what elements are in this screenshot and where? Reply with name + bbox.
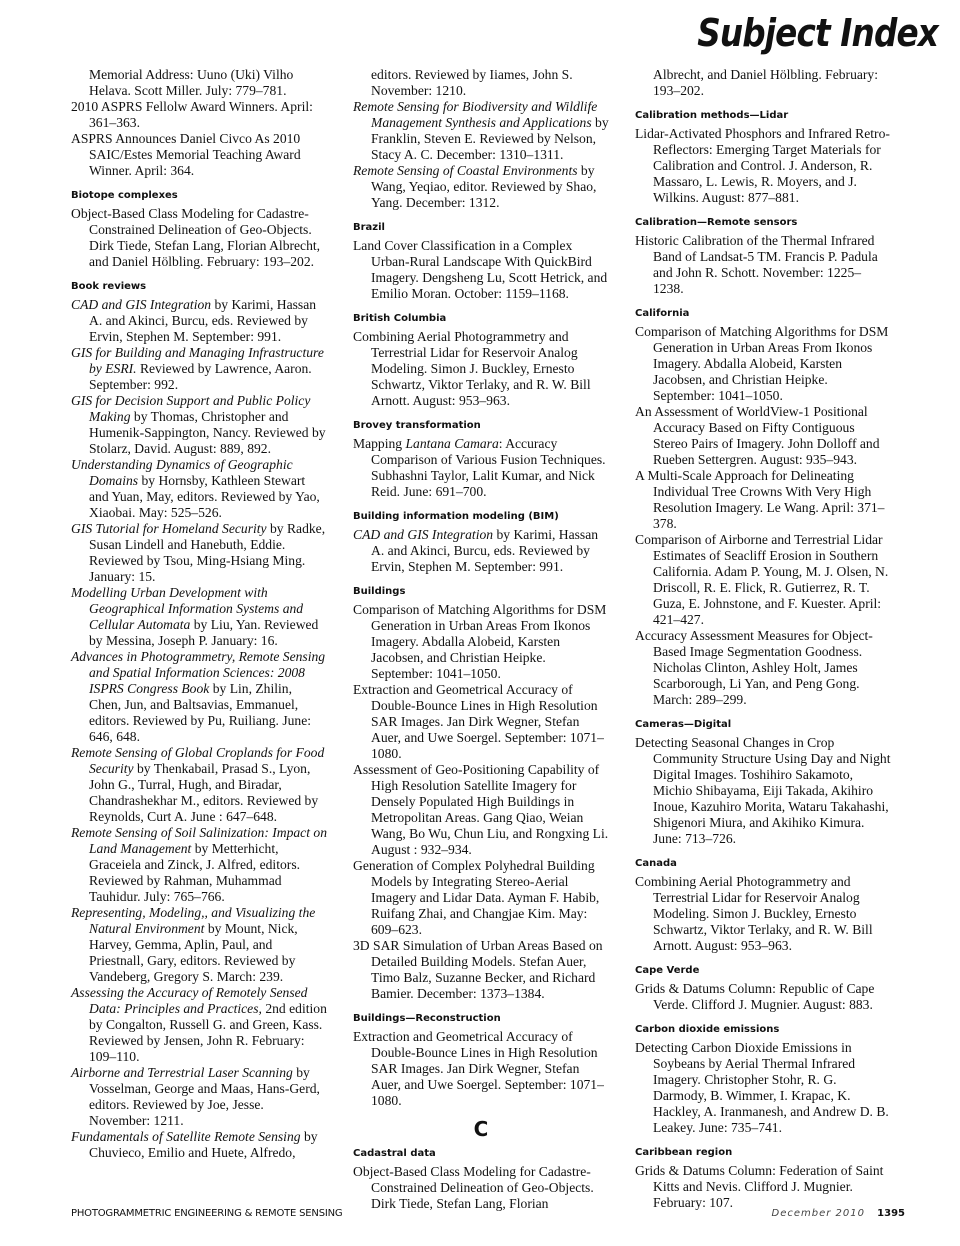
- entry-title: Remote Sensing of Soil Salinization: Impact on Land Management: [71, 825, 327, 856]
- entry-text: Grids & Datums Column: Federation of Saint Kitts and Nevis. Clifford J. Mugnier. February: 107.: [635, 1163, 884, 1210]
- entry-text: by Karimi, Hassan A. and Akinci, Burcu, eds. Reviewed by Ervin, Stephen M. September: 991.: [89, 297, 317, 344]
- entry-text: Generation of Complex Polyhedral Building Models by Integrating Stereo-Aerial Imagery and Lidar Data. Ayman F. Habib, Ruifang Zhai, and Changjae Kim. May: 609–623.: [353, 858, 600, 937]
- section-letter: C: [473, 1117, 489, 1141]
- entry-title: CAD and GIS Integration: [71, 297, 212, 312]
- index-entry: [353, 99, 609, 163]
- index-entry: [71, 745, 327, 825]
- index-entry: [635, 532, 891, 628]
- entry-text: An Assessment of WorldView-1 Positional Accuracy Based on Fifty Contiguous Stereo Pairs of Imagery. John Dolloff and Rueben Settergren. August: 935–943.: [635, 404, 880, 467]
- index-entry-continued: [635, 67, 891, 99]
- entry-prefix: Mapping: [353, 436, 406, 451]
- index-entry: [71, 393, 327, 457]
- index-entry: [353, 238, 609, 302]
- index-entry: [353, 858, 609, 938]
- index-entry: [71, 206, 327, 270]
- entry-text: by Karimi, Hassan A. and Akinci, Burcu, eds. Reviewed by Ervin, Stephen M. September: 991.: [371, 527, 599, 574]
- index-heading: Canada: [635, 858, 677, 869]
- index-heading: Biotope complexes: [71, 190, 178, 201]
- index-heading: British Columbia: [353, 313, 447, 324]
- index-entry: [635, 981, 891, 1013]
- index-heading: Cameras—Digital: [635, 719, 732, 730]
- entry-text: Combining Aerial Photogrammetry and Terrestrial Lidar for Reservoir Analog Modeling. Simon J. Buckley, Ernesto Schwartz, Viktor Terlaky, and R. W. Bill Arnott. August: 953–963.: [353, 329, 591, 408]
- index-entry: [353, 1029, 609, 1109]
- entry-text: by Chuvieco, Emilio and Huete, Alfredo,: [89, 1129, 318, 1160]
- entry-text: Reviewed by Lawrence, Aaron. September: 992.: [89, 361, 312, 392]
- entry-text: by Lin, Zhilin, Chen, Jun, and Baltsavias, Emmanuel, editors. Reviewed by Pu, Ruiliang. June: 646, 648.: [89, 681, 312, 744]
- entry-text: Accuracy Assessment Measures for Object-Based Image Segmentation Goodness. Nicholas Clinton, Ashley Holt, James Scarborough, Li Yan, and Peng Gong. March: 289–299.: [635, 628, 873, 707]
- entry-text: Comparison of Matching Algorithms for DSM Generation in Urban Areas From Ikonos Imagery. Abdalla Alobeid, Karsten Jacobsen, and Christian Heipke. September: 1041–1050.: [635, 324, 889, 403]
- entry-text: Comparison of Airborne and Terrestrial Lidar Estimates of Seacliff Erosion in Southern California. Adam P. Young, M. J. Olsen, N. Driscoll, R. E. Flick, R. Gutierrez, R. T. Guza, E. Johnstone, and F. Kuester. April: 421–427.: [635, 532, 889, 627]
- entry-title: Representing, Modeling,, and Visualizing the Natural Environment: [71, 905, 316, 936]
- entry-text: by Thenkabail, Prasad S., Lyon, John G., Turral, Hugh, and Biradar, Chandrashekhar M., editors. Reviewed by Reynolds, Curt A. June : 647–648.: [89, 761, 319, 824]
- index-entry: [353, 938, 609, 1002]
- entry-text: A Multi-Scale Approach for Delineating Individual Tree Crowns With Very High Resolution Imagery. Le Wang. April: 371–378.: [635, 468, 885, 531]
- index-entry: [71, 99, 327, 131]
- entry-text: by Thomas, Christopher and Humenik-Sappington, Nancy. Reviewed by Stolarz, David. August: 889, 892.: [89, 409, 326, 456]
- index-entry: [635, 324, 891, 404]
- index-entry: [353, 527, 609, 575]
- entry-text: 2010 ASPRS Fellolw Award Winners. April: 361–363.: [71, 99, 313, 130]
- entry-text: by Wang, Yeqiao, editor. Reviewed by Shao, Yang. December: 1312.: [371, 163, 597, 210]
- index-entry: [71, 1129, 327, 1161]
- entry-text: by Hornsby, Kathleen Stewart and Yuan, May, editors. Reviewed by Yao, Xiaobai. May: 525–526.: [89, 473, 320, 520]
- index-entry-continued: [353, 67, 609, 99]
- entry-title: Lantana Camara: [405, 436, 499, 451]
- entry-title: Modelling Urban Development with Geographical Information Systems and Cellular Automata: [71, 585, 304, 632]
- index-heading: Calibration methods—Lidar: [635, 110, 789, 121]
- page-title: Subject Index: [697, 11, 938, 55]
- index-entry: [353, 163, 609, 211]
- index-entry: [635, 628, 891, 708]
- index-entry: [71, 457, 327, 521]
- entry-text: by Franklin, Steven E. Reviewed by Nelson, Stacy A. C. December: 1310–1311.: [371, 115, 609, 162]
- entry-text: by Vosselman, George and Maas, Hans-Gerd, editors. Reviewed by Joe, Jesse. November: 1211.: [89, 1065, 320, 1128]
- page-number: 1395: [877, 1208, 905, 1219]
- entry-text: Extraction and Geometrical Accuracy of Double-Bounce Lines in High Resolution SAR Images. Jan Dirk Wegner, Stefan Auer, and Uwe Soergel. September: 1071–1080.: [353, 682, 604, 761]
- index-entry: [71, 585, 327, 649]
- index-entry: [71, 1065, 327, 1129]
- index-entry: [71, 825, 327, 905]
- index-column-1: [71, 67, 327, 1161]
- entry-title: Remote Sensing of Coastal Environments: [353, 163, 578, 178]
- entry-text: Object-Based Class Modeling for Cadastre-Constrained Delineation of Geo-Objects. Dirk Tiede, Stefan Lang, Florian Albrecht, and Daniel Hölbling. February: 193–202.: [71, 206, 321, 269]
- entry-text: by Metterhicht, Graceiela and Zinck, J. Alfred, editors. Reviewed by Rahman, Muhammad Tauhidur. July: 765–766.: [89, 841, 301, 904]
- entry-title: CAD and GIS Integration: [353, 527, 494, 542]
- index-entry: [353, 682, 609, 762]
- entry-title: Airborne and Terrestrial Laser Scanning: [71, 1065, 293, 1080]
- index-entry: [71, 297, 327, 345]
- index-entry: [71, 521, 327, 585]
- index-heading: Book reviews: [71, 281, 147, 292]
- index-entry: [635, 735, 891, 847]
- index-entry: [71, 131, 327, 179]
- issue-date: December 2010: [771, 1208, 865, 1219]
- entry-title: Assessing the Accuracy of Remotely Sensed Data: Principles and Practices,: [71, 985, 308, 1016]
- entry-title: GIS Tutorial for Homeland Security: [71, 521, 267, 536]
- index-column-2: [353, 67, 609, 1212]
- entry-text: Grids & Datums Column: Republic of Cape Verde. Clifford J. Mugnier. August: 883.: [635, 981, 875, 1012]
- index-heading: Cadastral data: [353, 1148, 436, 1159]
- index-entry: [71, 649, 327, 745]
- entry-text: Combining Aerial Photogrammetry and Terrestrial Lidar for Reservoir Analog Modeling. Simon J. Buckley, Ernesto Schwartz, Viktor Terlaky, and R. W. Bill Arnott. August: 953–963.: [635, 874, 873, 953]
- index-heading: Caribbean region: [635, 1147, 733, 1158]
- index-heading: Calibration—Remote sensors: [635, 217, 798, 228]
- index-entry-continued: [71, 67, 327, 99]
- entry-text: Extraction and Geometrical Accuracy of Double-Bounce Lines in High Resolution SAR Images. Jan Dirk Wegner, Stefan Auer, and Uwe Soergel. September: 1071–1080.: [353, 1029, 604, 1108]
- index-entry: [635, 468, 891, 532]
- index-heading: Cape Verde: [635, 965, 700, 976]
- entry-title: GIS for Decision Support and Public Policy Making: [71, 393, 311, 424]
- index-entry: [635, 126, 891, 206]
- entry-text: Historic Calibration of the Thermal Infrared Band of Landsat-5 TM. Francis P. Padula and John R. Schott. November: 1225–1238.: [635, 233, 878, 296]
- index-entry: [353, 762, 609, 858]
- index-entry: [353, 602, 609, 682]
- index-column-3: [635, 67, 891, 1211]
- entry-title: GIS for Building and Managing Infrastructure by ESRI.: [71, 345, 324, 376]
- page-footer: [71, 1207, 905, 1219]
- entry-title: Understanding Dynamics of Geographic Domains: [71, 457, 293, 488]
- index-heading: Building information modeling (BIM): [353, 511, 559, 522]
- entry-text: Assessment of Geo-Positioning Capability of High Resolution Satellite Imagery for Densely Populated High Buildings in Metropolitan Areas. Gang Qiao, Weian Wang, Bo Wu, Chun Liu, and Rongxing Li. August : 932–934.: [353, 762, 609, 857]
- entry-text: Memorial Address: Uuno (Uki) Vilho Helava. Scott Miller. July: 779–781.: [89, 67, 294, 98]
- entry-text: Land Cover Classification in a Complex Urban-Rural Landscape With QuickBird Imagery. Dengsheng Lu, Scott Hetrick, and Emilio Moran. October: 1159–1168.: [353, 238, 608, 301]
- entry-text: editors. Reviewed by Iiames, John S. November: 1210.: [371, 67, 573, 98]
- entry-title: Fundamentals of Satellite Remote Sensing: [71, 1129, 301, 1144]
- entry-text: 3D SAR Simulation of Urban Areas Based on Detailed Building Models. Stefan Auer, Timo Balz, Suzanne Becker, and Richard Bamier. December: 1373–1384.: [353, 938, 603, 1001]
- entry-text: Comparison of Matching Algorithms for DSM Generation in Urban Areas From Ikonos Imagery. Abdalla Alobeid, Karsten Jacobsen, and Christian Heipke. September: 1041–1050.: [353, 602, 607, 681]
- index-heading: Carbon dioxide emissions: [635, 1024, 780, 1035]
- entry-text: : Accuracy Comparison of Various Fusion Techniques. Subhashni Taylor, Lalit Kumar, and Nick Reid. June: 691–700.: [371, 436, 606, 499]
- index-heading: Brovey transformation: [353, 420, 481, 431]
- entry-text: Detecting Carbon Dioxide Emissions in Soybeans by Aerial Thermal Infrared Imagery. Christopher Stohr, R. G. Darmody, B. Wimmer, I. Krapac, K. Hackley, A. Iranmanesh, and Andrew D. B. Leakey. June: 735–741.: [635, 1040, 889, 1135]
- index-entry: [635, 233, 891, 297]
- index-entry: [635, 874, 891, 954]
- index-heading: Buildings—Reconstruction: [353, 1013, 501, 1024]
- entry-text: ASPRS Announces Daniel Civco As 2010 SAIC/Estes Memorial Teaching Award Winner. April: 364.: [71, 131, 301, 178]
- index-entry: [635, 1040, 891, 1136]
- index-entry: [71, 345, 327, 393]
- entry-text: Detecting Seasonal Changes in Crop Community Structure Using Day and Night Digital Images. Toshihiro Sakamoto, Michio Shibayama, Eiji Takada, Akihiro Inoue, Kazuhiro Morita, Wataru Takahashi, Shigenori Miura, and Akihiko Kimura. June: 713–726.: [635, 735, 891, 846]
- entry-text: by Radke, Susan Lindell and Hanebuth, Eddie. Reviewed by Tsou, Ming-Hsiang Ming. January: 15.: [89, 521, 326, 584]
- index-heading: Brazil: [353, 222, 385, 233]
- entry-text: by Mount, Nick, Harvey, Gemma, Aplin, Paul, and Priestnall, Gary, editors. Reviewed by Vandeberg, Gregory S. March: 239.: [89, 921, 298, 984]
- entry-text: 2nd edition by Congalton, Russell G. and Green, Kass. Reviewed by Jensen, John R. February: 109–110.: [89, 1001, 327, 1064]
- entry-title: Advances in Photogrammetry, Remote Sensing and Spatial Information Sciences: 2008 ISPRS Congress Book: [71, 649, 326, 696]
- journal-name: PHOTOGRAMMETRIC ENGINEERING & REMOTE SENSING: [71, 1208, 343, 1219]
- entry-text: Albrecht, and Daniel Hölbling. February: 193–202.: [653, 67, 878, 98]
- index-heading: California: [635, 308, 690, 319]
- entry-title: Remote Sensing of Global Croplands for Food Security: [71, 745, 325, 776]
- entry-text: Object-Based Class Modeling for Cadastre-Constrained Delineation of Geo-Objects. Dirk Tiede, Stefan Lang, Florian: [353, 1164, 594, 1211]
- index-entry: [71, 905, 327, 985]
- index-entry: [353, 329, 609, 409]
- index-heading: Buildings: [353, 586, 406, 597]
- entry-text: Lidar-Activated Phosphors and Infrared Retro-Reflectors: Emerging Target Materials for Calibration and Control. J. Anderson, R. Massaro, L. Lewis, R. Moyers, and J. Wilkins. August: 877–881.: [635, 126, 890, 205]
- index-entry: [353, 1164, 609, 1212]
- index-entry: [71, 985, 327, 1065]
- index-entry: [635, 1163, 891, 1211]
- entry-title: Remote Sensing for Biodiversity and Wildlife Management Synthesis and Applications: [353, 99, 598, 130]
- entry-text: by Liu, Yan. Reviewed by Messina, Joseph P. January: 16.: [89, 617, 319, 648]
- index-entry: [635, 404, 891, 468]
- index-entry: [353, 436, 609, 500]
